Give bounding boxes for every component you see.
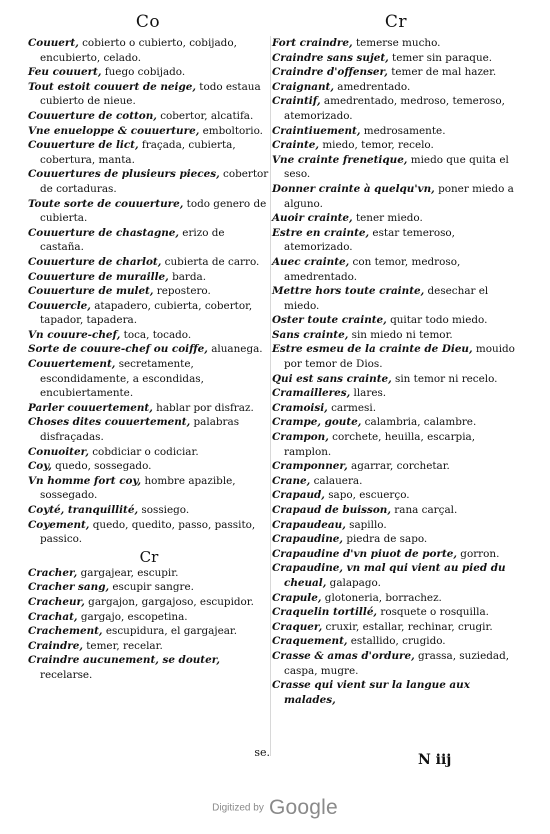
entry-definition: mouido por temor de Dios. — [284, 343, 515, 371]
dictionary-entry — [28, 284, 270, 299]
entry-headword: Crapaudeau, — [272, 518, 346, 531]
entry-headword: Fort craindre, — [272, 37, 353, 49]
entry-headword: Conuoiter, — [28, 445, 89, 458]
entry-headword: Donner crainte à quelqu'vn, — [272, 182, 435, 195]
entry-definition: cobdiciar o codiciar. — [88, 445, 199, 458]
dictionary-entry — [272, 386, 520, 401]
entry-definition: gargajon, gargajoso, escupidor. — [84, 595, 254, 608]
dictionary-entry — [272, 138, 520, 153]
section-heading: Cr — [139, 547, 159, 566]
entry-definition: atapadero, cubierta, cobertor, tapador, tapadera. — [40, 299, 253, 327]
entry-headword: Cracher, — [28, 566, 78, 579]
entry-headword: Couuerture de muraille, — [28, 270, 169, 283]
entry-headword: Couuerture de lict, — [28, 139, 139, 152]
entry-headword: Crasse & amas d'ordure, — [272, 649, 415, 662]
entry-headword: Crainte, — [272, 139, 320, 152]
dictionary-entry — [272, 342, 520, 371]
dictionary-entry — [272, 503, 520, 518]
entry-definition: tener miedo. — [352, 212, 423, 225]
entry-headword: Crampe, goute, — [272, 416, 362, 429]
entry-headword: Couuerture de chastagne, — [28, 226, 179, 239]
entry-headword: Choses dites couuertement, — [28, 416, 191, 429]
entry-headword: Couuerture de mulet, — [28, 285, 154, 298]
dictionary-entry — [28, 595, 270, 610]
entry-headword: Craquement, — [272, 635, 348, 648]
dictionary-entry — [272, 65, 520, 80]
entry-headword: Auoir crainte, — [272, 212, 353, 225]
dictionary-entry — [272, 51, 520, 66]
entry-definition: repostero. — [153, 285, 211, 298]
entry-headword: Mettre hors toute crainte, — [272, 285, 425, 298]
dictionary-entry — [272, 620, 520, 635]
entry-definition: sin miedo ni temor. — [348, 328, 453, 341]
entry-headword: Estre en crainte, — [272, 226, 370, 239]
entry-definition: corchete, heuilla, escarpia, ramplon. — [284, 431, 476, 458]
dictionary-entry — [272, 649, 520, 678]
entry-definition: todo estaua cubierto de nieue. — [40, 80, 261, 108]
entry-headword: Coyement, — [28, 518, 90, 531]
entry-definition: cobertor de cortaduras. — [40, 168, 269, 195]
entry-definition: desechar el miedo. — [284, 285, 489, 312]
entry-definition: estallido, crugido. — [347, 635, 446, 648]
dictionary-entry — [28, 270, 270, 285]
dictionary-entry — [28, 639, 270, 654]
entry-definition: hombre apazible, sossegado. — [40, 474, 236, 502]
entry-headword: Qui est sans crainte, — [272, 372, 392, 385]
dictionary-entry — [272, 255, 520, 284]
dictionary-entry — [272, 591, 520, 606]
entry-definition: grassa, suziedad, caspa, mugre. — [284, 649, 510, 677]
entry-headword: Crapaudine d'vn piuot de porte, — [272, 547, 457, 560]
entry-definition: sossiego. — [138, 504, 190, 516]
dictionary-entry — [272, 415, 520, 430]
footer-prefix: Digitized by — [212, 802, 264, 814]
entry-headword: Craintif, — [272, 95, 321, 108]
entry-headword: Sorte de couure-chef ou coiffe, — [28, 343, 208, 356]
entry-definition: temerse mucho. — [352, 37, 441, 49]
dictionary-entry — [272, 532, 520, 547]
entry-definition: palabras disfraçadas. — [40, 416, 240, 444]
dictionary-entry — [28, 653, 270, 682]
entry-definition: cobertor, alcatifa. — [156, 109, 254, 122]
google-logo: Google — [268, 796, 338, 819]
entry-headword: Craindre d'offenser, — [272, 66, 388, 79]
entry-definition: amedrentado. — [333, 80, 411, 93]
dictionary-entry — [28, 474, 270, 503]
entry-headword: Crapaud de buisson, — [272, 504, 391, 516]
entry-definition: sapillo. — [345, 518, 387, 531]
dictionary-entry — [272, 605, 520, 620]
entry-headword: Crane, — [272, 474, 311, 487]
entry-headword: Crapule, — [272, 591, 322, 604]
entry-definition: aluanega. — [207, 343, 263, 356]
running-head-right: Cr — [384, 12, 408, 32]
entry-headword: Craignant, — [272, 80, 334, 93]
entry-definition: temer, recelar. — [82, 639, 163, 652]
entry-definition: poner miedo a alguno. — [284, 182, 514, 210]
entry-definition: escupidura, el gargajear. — [102, 625, 238, 638]
entry-headword: Craquer, — [272, 620, 323, 633]
dictionary-entry — [272, 372, 520, 387]
entry-definition: llares. — [350, 387, 387, 400]
dictionary-entry — [28, 124, 270, 139]
entry-headword: Crachat, — [28, 610, 78, 623]
signature-mark: N iij — [418, 752, 452, 768]
entry-definition: gargajo, escopetina. — [77, 610, 188, 623]
entry-headword: Craindre, — [28, 639, 83, 652]
digitization-footer — [0, 796, 550, 820]
entry-definition: rosquete o rosquilla. — [377, 606, 489, 619]
dictionary-entry — [272, 401, 520, 416]
dictionary-entry — [272, 518, 520, 533]
entry-definition: miedo, temor, recelo. — [319, 139, 434, 152]
entry-headword: Cracher sang, — [28, 581, 110, 594]
entry-headword: Couuertures de plusieurs pieces, — [28, 168, 220, 181]
dictionary-entry — [272, 430, 520, 459]
entry-definition: cobierto o cubierto, cobijado, encubierto, celado. — [40, 37, 237, 64]
entry-definition: rana carçal. — [390, 504, 458, 516]
entry-headword: Vn homme fort coy, — [28, 474, 142, 487]
entry-headword: Craintiuement, — [272, 124, 361, 137]
catchword: se. — [254, 746, 270, 759]
dictionary-entry — [28, 459, 270, 474]
entry-headword: Couuertement, — [28, 358, 116, 371]
entry-definition: estar temeroso, atemorizado. — [284, 226, 455, 254]
dictionary-entry — [272, 36, 520, 51]
entry-definition: gorron. — [457, 547, 500, 560]
dictionary-entry — [272, 561, 520, 590]
entry-definition: temer de mal hazer. — [387, 66, 497, 79]
dictionary-entry — [28, 65, 270, 80]
dictionary-entry — [272, 328, 520, 343]
dictionary-entry — [28, 445, 270, 460]
entry-headword: Craquelin tortillé, — [272, 606, 378, 619]
dictionary-entry — [28, 255, 270, 270]
dictionary-entry — [28, 342, 270, 357]
dictionary-entry — [272, 313, 520, 328]
entry-definition: escupir sangre. — [109, 581, 194, 594]
entry-definition: barda. — [168, 270, 207, 283]
entry-definition: miedo que quita el seso. — [284, 153, 509, 181]
entry-definition: medrosamente. — [360, 124, 446, 137]
entry-headword: Craindre sans sujet, — [272, 51, 389, 64]
dictionary-entry — [272, 284, 520, 313]
entry-headword: Vne crainte frenetique, — [272, 153, 408, 166]
entry-definition: calambria, calambre. — [361, 416, 477, 429]
entry-headword: Cracheur, — [28, 595, 85, 608]
dictionary-entry — [28, 357, 270, 401]
entry-headword: Coy, — [28, 460, 52, 473]
dictionary-entry — [272, 211, 520, 226]
entry-headword: Crachement, — [28, 625, 103, 638]
entry-definition: glotoneria, borrachez. — [321, 591, 442, 604]
entry-definition: con temor, medroso, amedrentado. — [284, 255, 461, 283]
dictionary-entry — [272, 547, 520, 562]
dictionary-entry — [272, 182, 520, 211]
entry-headword: Oster toute crainte, — [272, 314, 387, 327]
dictionary-entry — [28, 415, 270, 444]
entry-definition: emboltorio. — [199, 124, 263, 137]
entry-definition: piedra de sapo. — [343, 533, 428, 546]
right-entries — [272, 36, 520, 707]
entry-definition: toca, tocado. — [120, 328, 192, 341]
running-head-left: Co — [135, 12, 161, 32]
entry-headword: Couuercle, — [28, 299, 91, 312]
entry-definition: calauera. — [310, 474, 363, 487]
dictionary-entry — [28, 566, 270, 581]
dictionary-entry — [28, 167, 270, 196]
left-entries — [28, 36, 270, 547]
entry-definition: secretamente, escondidamente, a escondidas, encubiertamente. — [40, 358, 204, 400]
entry-headword: Estre esmeu de la crainte de Dieu, — [272, 343, 473, 356]
entry-headword: Crampon, — [272, 431, 329, 444]
entry-headword: Crasse qui vient sur la langue aux malades, — [272, 679, 470, 706]
dictionary-entry — [272, 124, 520, 139]
dictionary-entry — [272, 226, 520, 255]
entry-headword: Vn couure-chef, — [28, 328, 121, 341]
dictionary-entry — [28, 138, 270, 167]
entry-definition: quitar todo miedo. — [386, 314, 488, 327]
entry-definition: galapago. — [326, 576, 381, 589]
entry-headword: Parler couuertement, — [28, 401, 153, 414]
entry-definition: fuego cobijado. — [101, 66, 186, 79]
entry-headword: Feu couuert, — [28, 66, 102, 79]
dictionary-entry — [28, 226, 270, 255]
dictionary-entry — [28, 80, 270, 109]
entry-headword: Coyté, tranquillité, — [28, 504, 139, 516]
dictionary-entry — [272, 459, 520, 474]
entry-headword: Crapaudine, vn mal qui vient au pied du cheual, — [272, 562, 506, 589]
entry-headword: Cramponner, — [272, 460, 348, 473]
entry-definition: sin temor ni recelo. — [391, 372, 498, 385]
entry-definition: sapo, escuerço. — [324, 489, 410, 502]
dictionary-entry — [272, 678, 520, 707]
dictionary-entry — [28, 109, 270, 124]
entry-headword: Toute sorte de couuerture, — [28, 197, 184, 210]
entry-definition: recelarse. — [40, 668, 93, 681]
entry-definition: cruxir, estallar, rechinar, crugir. — [322, 620, 493, 633]
entry-headword: Sans crainte, — [272, 328, 349, 341]
entry-headword: Couuerture de cotton, — [28, 109, 157, 122]
dictionary-entry — [28, 503, 270, 518]
dictionary-entry — [272, 80, 520, 95]
dictionary-entry — [28, 401, 270, 416]
entry-definition: erizo de castaña. — [40, 226, 225, 254]
dictionary-entry — [28, 197, 270, 226]
column-divider — [270, 36, 271, 756]
entry-headword: Couuerture de charlot, — [28, 255, 162, 268]
dictionary-entry — [28, 610, 270, 625]
entry-definition: gargajear, escupir. — [77, 566, 179, 579]
left-column — [28, 36, 270, 683]
dictionary-entry — [28, 36, 270, 65]
entry-headword: Crapaudine, — [272, 533, 344, 546]
entry-definition: temer sin paraque. — [388, 51, 493, 64]
entry-definition: todo genero de cubierta. — [40, 197, 267, 225]
entry-headword: Tout estoit couuert de neige, — [28, 80, 196, 93]
entry-headword: Craindre aucunement, se douter, — [28, 654, 221, 667]
entry-definition: fraçada, cubierta, cobertura, manta. — [40, 139, 236, 166]
entry-definition: quedo, quedito, passo, passito, passico. — [40, 518, 256, 546]
dictionary-entry — [28, 624, 270, 639]
entry-definition: carmesi. — [327, 401, 377, 414]
dictionary-entry — [28, 328, 270, 343]
dictionary-entry — [28, 580, 270, 595]
dictionary-entry — [272, 153, 520, 182]
right-column — [272, 36, 520, 707]
dictionary-entry — [272, 634, 520, 649]
left-entries-continued — [28, 566, 270, 683]
dictionary-entry — [272, 488, 520, 503]
entry-definition: amedrentado, medroso, temeroso, atemorizado. — [284, 95, 505, 122]
entry-definition: cubierta de carro. — [161, 255, 260, 268]
entry-definition: quedo, sossegado. — [51, 460, 152, 473]
entry-definition: hablar por disfraz. — [152, 401, 254, 414]
dictionary-entry — [28, 299, 270, 328]
dictionary-entry — [272, 94, 520, 123]
entry-headword: Cramoisi, — [272, 401, 328, 414]
entry-headword: Cramailleres, — [272, 387, 351, 400]
entry-headword: Vne enueloppe & couuerture, — [28, 124, 200, 137]
entry-headword: Crapaud, — [272, 489, 325, 502]
dictionary-entry — [28, 518, 270, 547]
entry-headword: Couuert, — [28, 37, 79, 49]
entry-headword: Auec crainte, — [272, 255, 350, 268]
entry-definition: agarrar, corchetar. — [347, 460, 450, 473]
dictionary-entry — [272, 474, 520, 489]
